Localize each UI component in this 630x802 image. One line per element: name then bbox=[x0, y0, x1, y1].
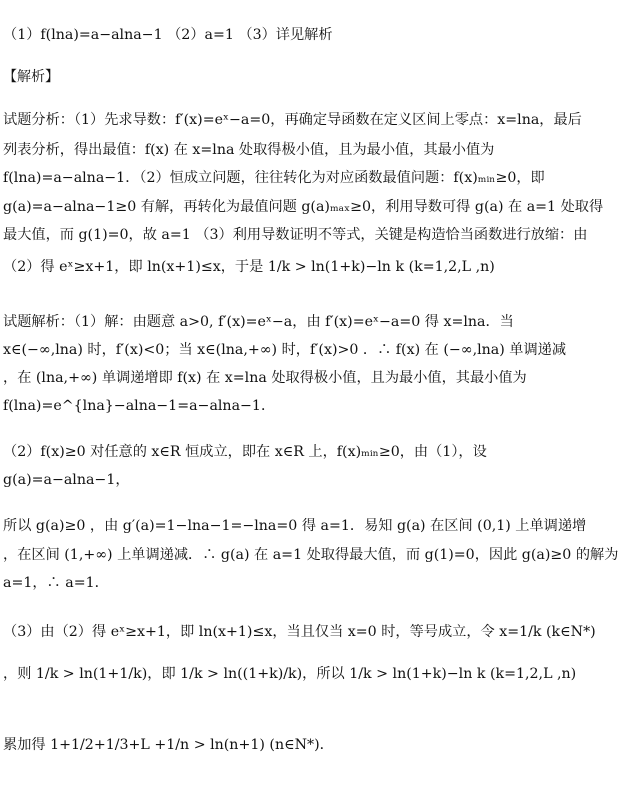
analysis-line-1: 试题分析：（1）先求导数：f′(x)=eˣ−a=0，再确定导函数在定义区间上零点：x=lna，最后 bbox=[3, 112, 582, 128]
part3-line-2: ，则 1/k > ln(1+1/k)，即 1/k > ln((1+k)/k)，所以 1/k > ln(1+k)−ln k (k=1,2,L ,n) bbox=[3, 666, 577, 682]
part2-line-2: g(a)=a−alna−1， bbox=[3, 472, 130, 488]
analysis-line-6: （2）得 eˣ≥x+1，即 ln(x+1)≤x，于是 1/k > ln(1+k)−ln k (k=1,2,L ,n) bbox=[3, 259, 495, 275]
solution-line-3: ，在 (lna,+∞) 单调递增即 f(x) 在 x=lna 处取得极小值，且为最小值，其最小值为 bbox=[3, 370, 527, 386]
answer-line: （1）f(lna)=a−alna−1 （2）a=1 （3）详见解析 bbox=[3, 27, 333, 43]
analysis-line-3: f(lna)=a−alna−1．（2）恒成立问题，往往转化为对应函数最值问题：f(x)ₘᵢₙ≥0，即 bbox=[3, 170, 545, 186]
part3-line-3: 累加得 1+1/2+1/3+L +1/n > ln(n+1) (n∈N*)． bbox=[3, 737, 334, 753]
analysis-line-4: g(a)=a−alna−1≥0 有解，再转化为最值问题 g(a)ₘₐₓ≥0，利用导数可得 g(a) 在 a=1 处取得 bbox=[3, 199, 604, 215]
solution-line-4: f(lna)=e^{lna}−alna−1=a−alna−1． bbox=[3, 398, 276, 414]
analysis-line-5: 最大值，而 g(1)=0，故 a=1 （3）利用导数证明不等式，关键是构造恰当函数进行放缩：由 bbox=[3, 227, 588, 243]
part2-line-1: （2）f(x)≥0 对任意的 x∈R 恒成立，即在 x∈R 上，f(x)ₘᵢₙ≥0，由（1），设 bbox=[3, 444, 487, 460]
part2-line-5: a=1，∴ a=1． bbox=[3, 575, 109, 591]
solution-line-1: 试题解析：（1）解：由题意 a>0, f′(x)=eˣ−a，由 f′(x)=eˣ−a=0 得 x=lna．当 bbox=[3, 314, 514, 330]
solution-line-2: x∈(−∞,lna) 时，f′(x)<0；当 x∈(lna,+∞) 时，f′(x)>0 ．∴ f(x) 在 (−∞,lna) 单调递减 bbox=[3, 342, 567, 358]
part2-line-4: ，在区间 (1,+∞) 上单调递减．∴ g(a) 在 a=1 处取得最大值，而 g(1)=0，因此 g(a)≥0 的解为 bbox=[3, 547, 619, 563]
part3-line-1: （3）由（2）得 eˣ≥x+1，即 ln(x+1)≤x，当且仅当 x=0 时，等号成立，令 x=1/k (k∈N*) bbox=[3, 624, 596, 640]
part2-line-3: 所以 g(a)≥0 ，由 g′(a)=1−lna−1=−lna=0 得 a=1．易知 g(a) 在区间 (0,1) 上单调递增 bbox=[3, 518, 587, 534]
section-label: 【解析】 bbox=[3, 69, 59, 85]
analysis-line-2: 列表分析，得出最值：f(x) 在 x=lna 处取得极小值，且为最小值，其最小值为 bbox=[3, 142, 495, 158]
